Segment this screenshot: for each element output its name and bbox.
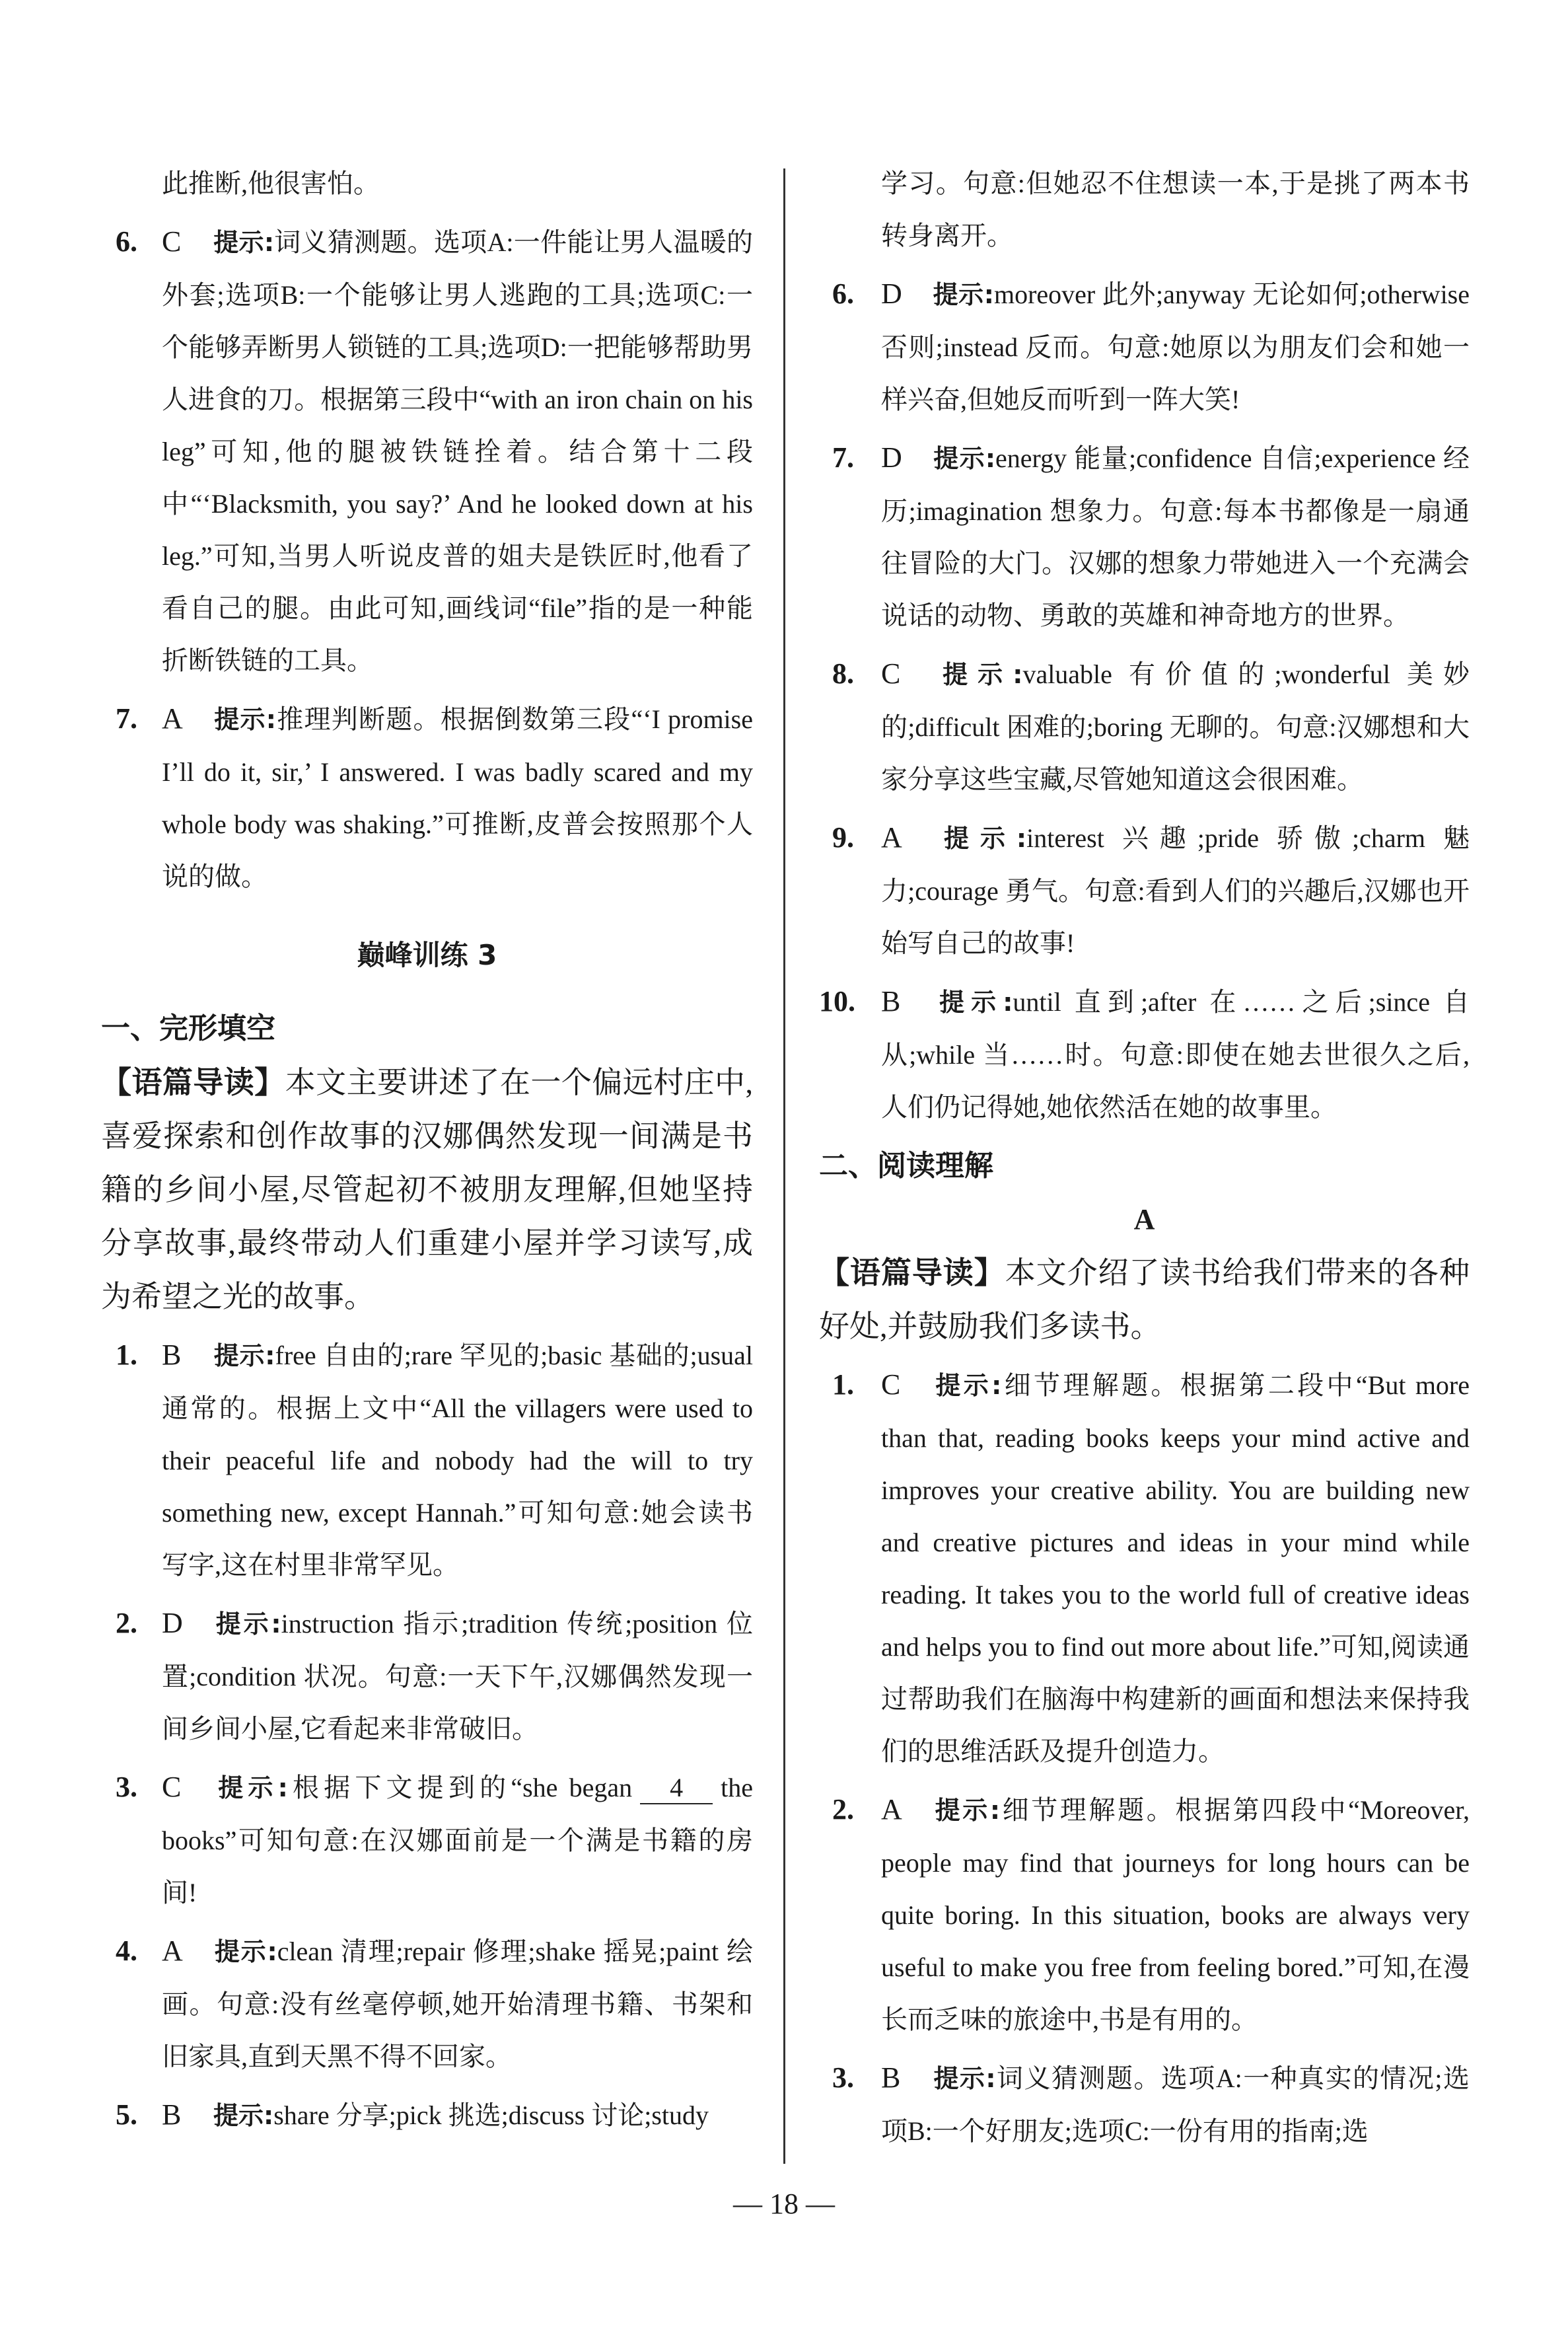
column-divider [783, 168, 785, 2164]
question-number: 5. [116, 2098, 137, 2131]
answer-item [819, 2051, 1470, 2157]
hint-label: 提示: [213, 1609, 281, 1639]
hint-label: 提示: [933, 988, 1013, 1017]
answer-item [819, 268, 1470, 425]
answer-letter: B [881, 985, 901, 1017]
answer-item [101, 215, 753, 686]
answer-letter: C [162, 1771, 182, 1803]
hint-label: 提示: [933, 824, 1027, 853]
hint-text: 推理判断题。根据倒数第三段“‘I promise I’ll do it, sir,’ I answered. I was badly scared and my whole body was shaking.”可推断,皮普会按照那个人说的做。 [162, 704, 753, 891]
guide-label: 【语篇导读】 [819, 1255, 1005, 1290]
hint-text-continued: the books”可知句意:在汉娜面前是一个满是书籍的房间! [162, 1773, 753, 1907]
answer-item [101, 692, 753, 903]
page-number: — 18 — [733, 2188, 835, 2220]
hint-text: 细节理解题。根据第四段中“Moreover, people may find that journeys for long hours can be quite boring. In this situation, books are always very useful to make you free from feeling bored.”可知,在漫长而乏味的旅途中,书是有用的。 [881, 1795, 1470, 2034]
question-number: 10. [819, 985, 855, 1017]
passage-letter: A [1133, 1203, 1155, 1236]
question-number: 2. [116, 1607, 137, 1639]
answer-letter: A [162, 702, 183, 735]
answer-letter: D [162, 1607, 183, 1639]
hint-label: 提示: [933, 280, 994, 309]
answer-item [101, 1761, 753, 1919]
guide-text: 本文介绍了读书给我们带来的各种好处,并鼓励我们多读书。 [819, 1256, 1470, 1343]
section-title: 巅峰训练 3 [357, 939, 497, 971]
answer-list-reading [819, 1358, 1470, 2157]
question-number: 2. [832, 1793, 854, 1826]
hint-text: free 自由的;rare 罕见的;basic 基础的;usual 通常的。根据上文中“All the villagers were used to their peaceful life and nobody had the will to try something new, except Hannah.”可知句意:她会读书写字,这在村里非常罕见。 [162, 1341, 753, 1580]
passage-guide [819, 1246, 1470, 1353]
answer-letter: A [162, 1935, 183, 1967]
hint-text: clean 清理;repair 修理;shake 摇晃;paint 绘画。句意:没有丝毫停顿,她开始清理书籍、书架和旧家具,直到天黑不得不回家。 [162, 1937, 753, 2071]
answer-letter: C [881, 657, 901, 690]
answer-letter: B [162, 2098, 182, 2131]
question-number: 6. [832, 277, 854, 310]
answer-letter: A [881, 1793, 902, 1826]
hint-label: 提示: [213, 228, 275, 257]
answer-letter: A [881, 821, 902, 854]
hint-label: 提示: [933, 660, 1023, 689]
guide-label: 【语篇导读】 [101, 1064, 285, 1100]
answer-item [819, 647, 1470, 805]
hint-label: 提示: [213, 2101, 274, 2130]
answer-letter: C [881, 1368, 901, 1401]
continuation-text: 学习。句意:但她忍不住想读一本,于是挑了两本书转身离开。 [881, 168, 1470, 250]
answer-item [101, 1925, 753, 2083]
question-number: 1. [116, 1339, 137, 1371]
question-number: 7. [832, 441, 854, 474]
question-number: 3. [116, 1771, 137, 1803]
hint-text: 词义猜测题。选项A:一种真实的情况;选项B:一个好朋友;选项C:一份有用的指南;选 [881, 2063, 1470, 2146]
hint-text: valuable 有价值的;wonderful 美妙的;difficult 困难的;boring 无聊的。句意:汉娜想和大家分享这些宝藏,尽管她知道这会很困难。 [881, 659, 1470, 794]
hint-label: 提示: [213, 1937, 277, 1966]
question-number: 8. [832, 657, 854, 690]
passage-guide [101, 1056, 753, 1323]
hint-label: 提示: [933, 1371, 1002, 1400]
continuation-text: 此推断,他很害怕。 [162, 168, 380, 198]
answer-item [819, 811, 1470, 969]
answer-letter: B [881, 2061, 901, 2094]
answer-letter: D [881, 277, 902, 310]
hint-text: 词义猜测题。选项A:一件能让男人温暖的外套;选项B:一个能够让男人逃跑的工具;选项C:一个能够弄断男人锁链的工具;选项D:一把能够帮助男人进食的刀。根据第三段中“with an iron chain on his leg”可知,他的腿被铁链拴着。结合第十二段中“‘Blacksmith, you say?’ And he looked down at his leg.”可知,当男人听说皮普的姐夫是铁匠时,他看了看自己的腿。由此可知,画线词“file”指的是一种能折断铁链的工具。 [162, 227, 753, 675]
blank-number: 4 [640, 1773, 713, 1804]
hint-label: 提示: [933, 444, 996, 473]
guide-text: 本文主要讲述了在一个偏远村庄中,喜爱探索和创作故事的汉娜偶然发现一间满是书籍的乡间小屋,尽管起初不被朋友理解,但她坚持分享故事,最终带动人们重建小屋并学习读写,成为希望之光的故事。 [101, 1066, 754, 1313]
hint-text: share 分享;pick 挑选;discuss 讨论;study [273, 2100, 709, 2130]
question-number: 4. [116, 1935, 137, 1967]
answer-item [819, 1358, 1470, 1777]
answer-item [819, 975, 1470, 1133]
hint-text: 根据下文提到的“she began [287, 1773, 633, 1802]
hint-label: 提示: [933, 2064, 996, 2093]
question-number: 7. [116, 702, 137, 735]
answer-list-cloze-cont [819, 268, 1470, 1133]
answer-letter: C [162, 225, 182, 258]
hint-text: interest 兴趣;pride 骄傲;charm 魅力;courage 勇气。句意:看到人们的兴趣后,汉娜也开始写自己的故事! [881, 823, 1470, 958]
question-number: 9. [832, 821, 854, 854]
right-column [819, 157, 1470, 2163]
hint-text: 细节理解题。根据第二段中“But more than that, reading books keeps your mind active and improves your creative ability. You are building new and creative pictures and ideas in your mind while reading. It takes you to the world full of creative ideas and helps you to find out more about life.”可知,阅读通过帮助我们在脑海中构建新的画面和想法来保持我们的思维活跃及提升创造力。 [881, 1370, 1470, 1766]
hint-label: 提示: [213, 1341, 275, 1370]
hint-text: moreover 此外;anyway 无论如何;otherwise 否则;instead 反而。句意:她原以为朋友们会和她一样兴奋,但她反而听到一阵大笑! [881, 279, 1470, 414]
section-heading-cloze: 一、完形填空 [101, 1012, 275, 1045]
hint-text: until 直到;after 在……之后;since 自从;while 当……时。句意:即使在她去世很久之后,人们仍记得她,她依然活在她的故事里。 [881, 987, 1470, 1122]
answer-item [819, 1783, 1470, 2046]
question-number: 3. [832, 2061, 854, 2094]
hint-label: 提示: [213, 705, 276, 734]
answer-item [101, 1597, 753, 1755]
answer-letter: D [881, 441, 902, 474]
answer-letter: B [162, 1339, 182, 1371]
left-column [101, 157, 753, 2148]
section-heading-reading: 二、阅读理解 [819, 1149, 993, 1183]
hint-text: energy 能量;confidence 自信;experience 经历;imagination 想象力。句意:每本书都像是一扇通往冒险的大门。汉娜的想象力带她进入一个充满会说话的动物、勇敢的英雄和神奇地方的世界。 [881, 443, 1470, 630]
hint-label: 提示: [933, 1796, 1001, 1825]
question-number: 6. [116, 225, 137, 258]
hint-text: instruction 指示;tradition 传统;position 位置;condition 状况。句意:一天下午,汉娜偶然发现一间乡间小屋,它看起来非常破旧。 [162, 1609, 753, 1744]
answer-item [101, 1329, 753, 1591]
hint-label: 提示: [213, 1773, 288, 1802]
answer-item [819, 431, 1470, 642]
question-number: 1. [832, 1368, 854, 1401]
answer-item [101, 2088, 753, 2142]
answer-list-top [101, 215, 753, 903]
answer-list-cloze [101, 1329, 753, 2142]
